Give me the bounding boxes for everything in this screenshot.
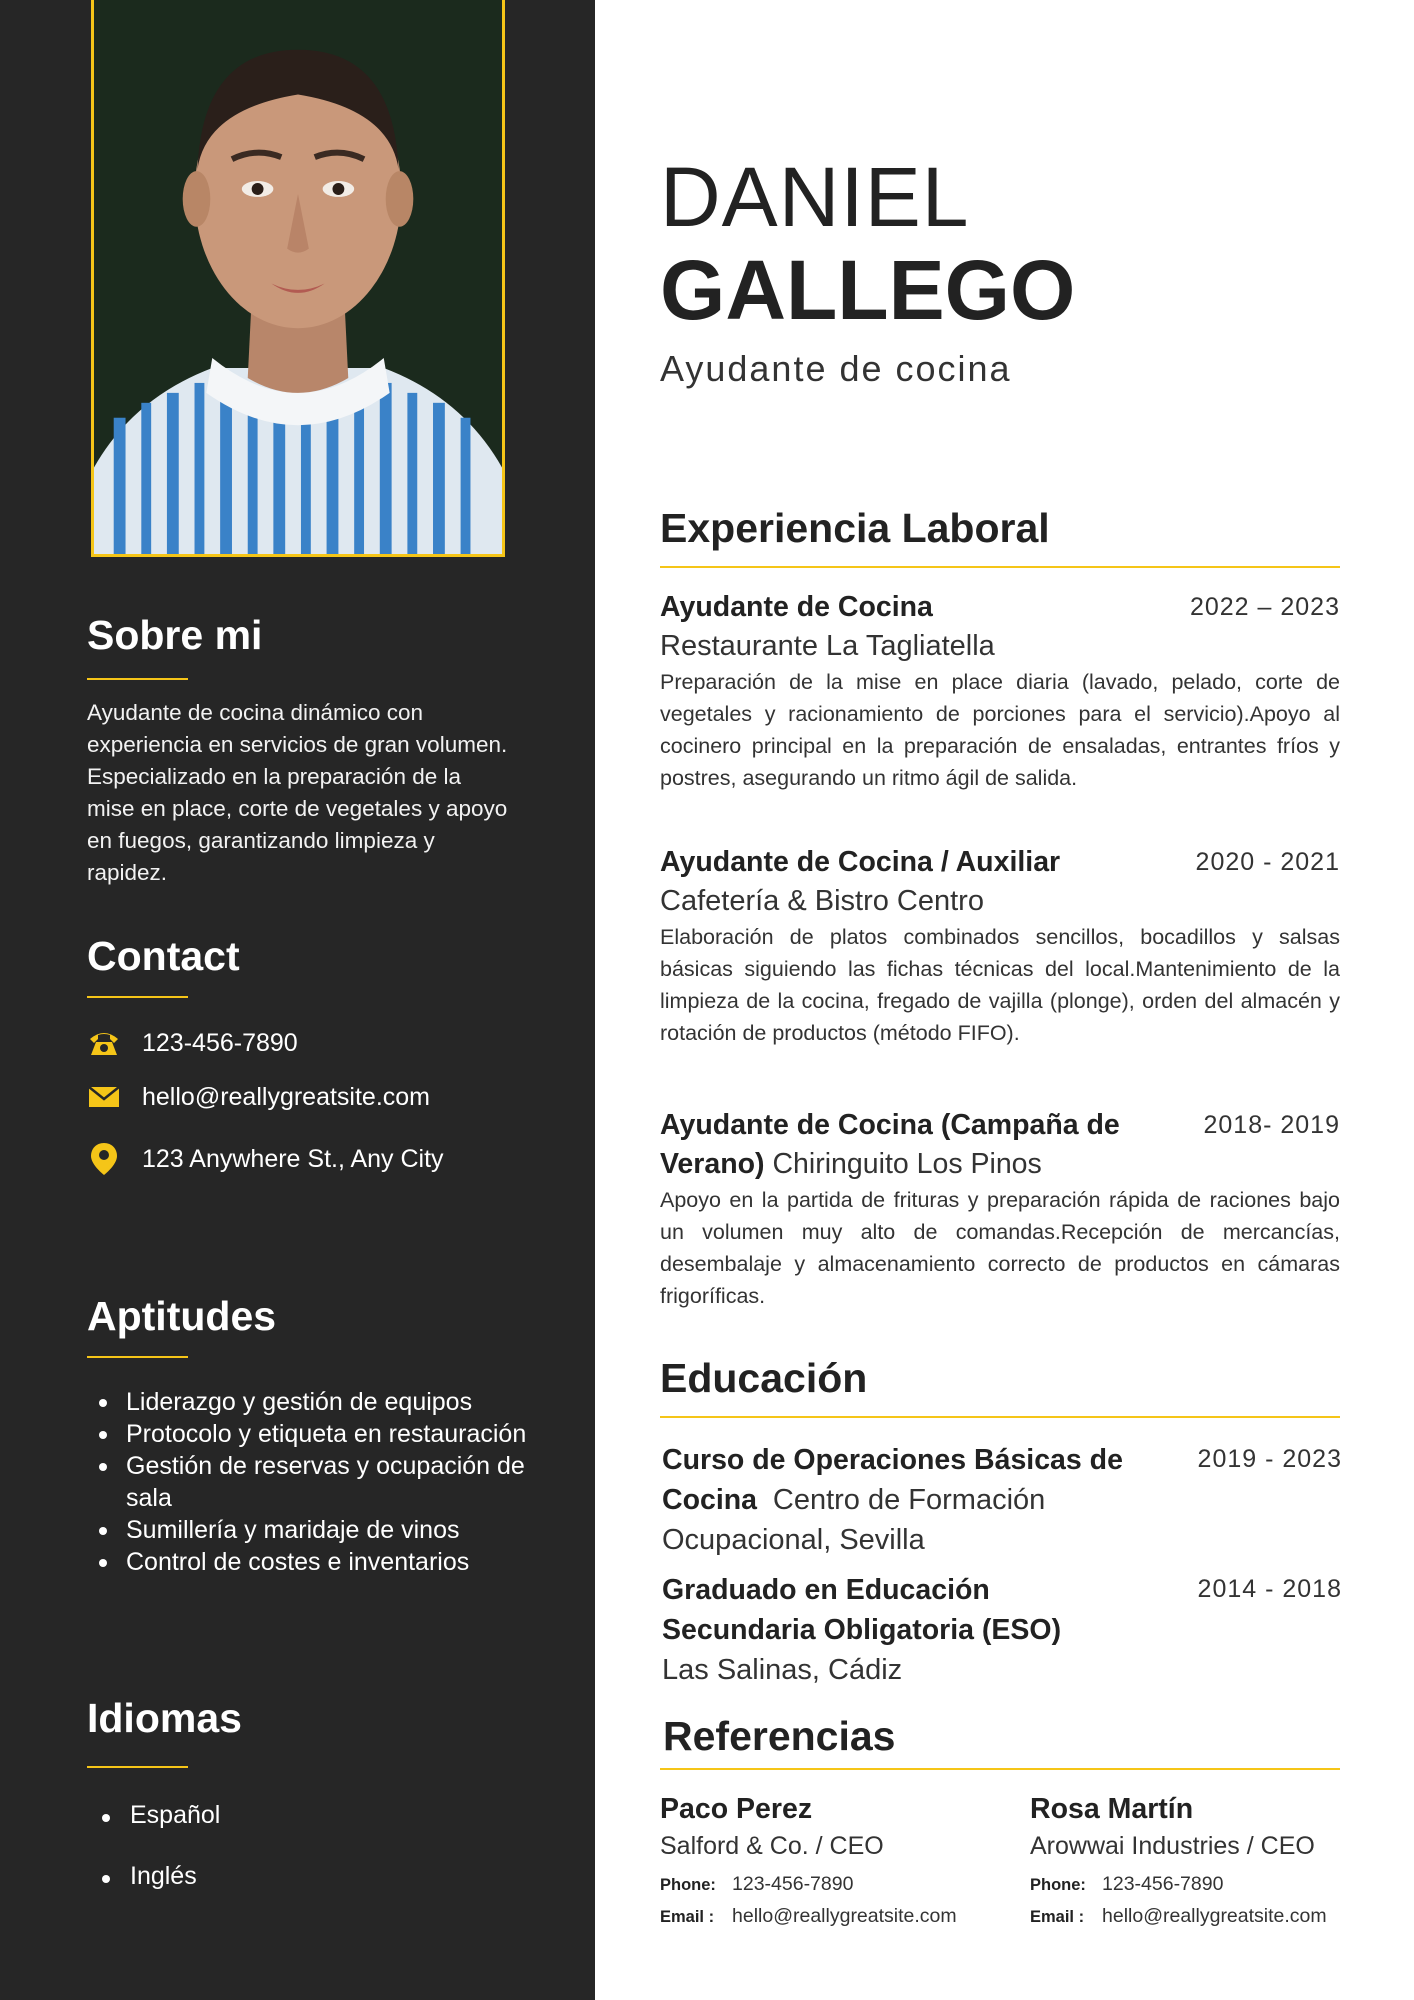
contact-divider <box>87 996 188 998</box>
address-text: 123 Anywhere St., Any City <box>142 1144 444 1173</box>
experience-item <box>660 1106 1340 1312</box>
reference-email-value: hello@reallygreatsite.com <box>732 1905 957 1927</box>
job-company: Restaurante La Tagliatella <box>660 630 995 662</box>
reference-card <box>660 1790 1000 1928</box>
education-place: Centro de Formación Ocupacional, Sevilla <box>662 1484 1046 1556</box>
reference-card <box>1030 1790 1370 1928</box>
reference-email[interactable] <box>660 1905 1000 1928</box>
email-label: Email : <box>660 1908 715 1926</box>
job-years: 2018- 2019 <box>1203 1111 1340 1139</box>
reference-phone[interactable] <box>660 1873 1000 1896</box>
education-item <box>662 1570 1342 1690</box>
about-divider <box>87 678 188 680</box>
about-text: Ayudante de cocina dinámico con experiencia en servicios de gran volumen. Especializado en la preparación de la mise en place, corte de vegetales y apoyo en fuegos, garantizando limpieza y rapidez. <box>87 700 508 885</box>
phone-label: Phone: <box>660 1876 716 1894</box>
skill-item: Control de costes e inventarios <box>87 1546 527 1578</box>
job-company: Chiringuito Los Pinos <box>772 1148 1042 1180</box>
skills-divider <box>87 1356 188 1358</box>
language-item: Inglés <box>87 1862 487 1923</box>
reference-email-value: hello@reallygreatsite.com <box>1102 1905 1327 1927</box>
email-text: hello@reallygreatsite.com <box>142 1082 431 1111</box>
education-divider <box>660 1416 1340 1418</box>
reference-phone-value: 123-456-7890 <box>732 1873 854 1895</box>
job-title: Ayudante de cocina <box>660 348 1012 389</box>
reference-company: Arowwai Industries / CEO <box>1030 1832 1315 1860</box>
job-description: Preparación de la mise en place diaria (lavado, pelado, corte de vegetales y racionamiento de porciones para el servicio).Apoyo al cocinero principal en la preparación de ensaladas, entrantes fríos y postres, asegurando un ritmo ágil de salida. <box>660 670 1340 790</box>
education-item <box>662 1440 1342 1560</box>
phone-label: Phone: <box>1030 1876 1086 1894</box>
experience-heading: Experiencia Laboral <box>660 505 1050 551</box>
education-years: 2014 - 2018 <box>1197 1575 1342 1603</box>
references-heading: Referencias <box>663 1713 896 1759</box>
skills-heading: Aptitudes <box>87 1293 277 1339</box>
language-item: Español <box>87 1801 487 1862</box>
skill-item: Liderazgo y gestión de equipos <box>87 1386 527 1418</box>
contact-heading: Contact <box>87 933 240 979</box>
skill-item: Protocolo y etiqueta en restauración <box>87 1418 527 1450</box>
education-years: 2019 - 2023 <box>1197 1445 1342 1473</box>
education-heading: Educación <box>660 1355 868 1401</box>
reference-company: Salford & Co. / CEO <box>660 1832 884 1860</box>
first-name: DANIEL <box>660 150 970 244</box>
phone-icon <box>87 1026 121 1060</box>
languages-heading: Idiomas <box>87 1695 242 1741</box>
job-role: Ayudante de Cocina (Campaña de Verano) <box>660 1109 1120 1180</box>
experience-divider <box>660 566 1340 568</box>
job-years: 2022 – 2023 <box>1189 593 1340 621</box>
job-years: 2020 - 2021 <box>1195 848 1340 876</box>
job-role-with-company <box>660 1106 1140 1184</box>
languages-divider <box>87 1766 188 1768</box>
location-pin-icon <box>87 1142 121 1176</box>
education-title: Graduado en Educación Secundaria Obligatoria (ESO) <box>662 1574 1062 1646</box>
job-role: Ayudante de Cocina / Auxiliar <box>660 846 1061 878</box>
experience-item <box>660 588 1340 794</box>
references-divider <box>660 1768 1340 1770</box>
phone-text: 123-456-7890 <box>142 1028 298 1057</box>
skill-item: Sumillería y maridaje de vinos <box>87 1514 527 1546</box>
education-place: Las Salinas, Cádiz <box>662 1654 903 1686</box>
email-label: Email : <box>1030 1908 1085 1926</box>
reference-phone-value: 123-456-7890 <box>1102 1873 1224 1895</box>
contact-address[interactable] <box>87 1142 444 1176</box>
reference-email[interactable] <box>1030 1905 1370 1928</box>
education-title-with-place <box>662 1440 1182 1560</box>
education-title: Curso de Operaciones Básicas de Cocina <box>662 1444 1123 1516</box>
portrait-illustration <box>94 0 502 554</box>
reference-phone[interactable] <box>1030 1873 1370 1896</box>
about-heading: Sobre mi <box>87 612 263 658</box>
job-role: Ayudante de Cocina <box>660 591 933 623</box>
skills-list <box>87 1386 527 1578</box>
reference-name: Paco Perez <box>660 1793 813 1825</box>
email-icon <box>87 1080 121 1114</box>
last-name: GALLEGO <box>660 243 1076 337</box>
job-description: Elaboración de platos combinados sencillos, bocadillos y salsas básicas siguiendo las fichas técnicas del local.Mantenimiento de la limpieza de la cocina, fregado de vajilla (plonge), orden del almacén y rotación de productos (método FIFO). <box>660 925 1340 1045</box>
contact-phone[interactable] <box>87 1026 298 1060</box>
contact-email[interactable] <box>87 1080 430 1114</box>
experience-item <box>660 843 1340 1049</box>
sidebar <box>0 0 595 2000</box>
reference-name: Rosa Martín <box>1030 1793 1194 1825</box>
profile-photo <box>91 0 505 557</box>
languages-list <box>87 1801 487 1923</box>
job-company: Cafetería & Bistro Centro <box>660 885 984 917</box>
skill-item: Gestión de reservas y ocupación de sala <box>87 1450 527 1514</box>
job-description: Apoyo en la partida de frituras y preparación rápida de raciones bajo un volumen muy alto de comandas.Recepción de mercancías, desembalaje y almacenamiento correcto de productos en cámaras frigoríficas. <box>660 1188 1340 1308</box>
